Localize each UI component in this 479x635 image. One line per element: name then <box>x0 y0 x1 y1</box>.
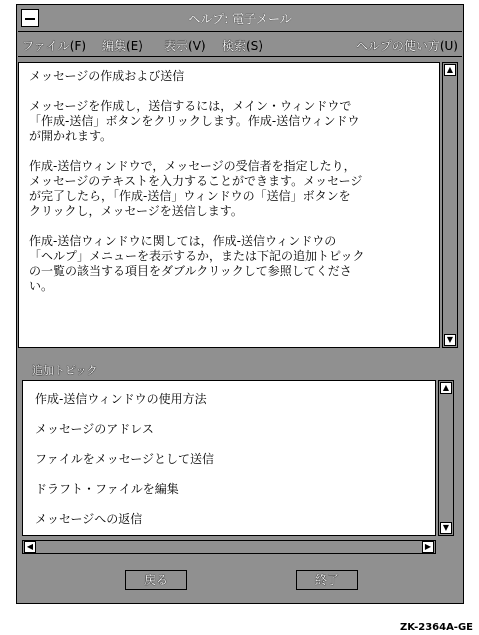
menu-view[interactable]: 表示(V) <box>164 39 206 53</box>
help-paragraph: メッセージを作成し，送信するには，メイン・ウィンドウで 「作成-送信」ボタンをクリックします。作成-送信ウィンドウ が開かれます。 <box>29 99 360 143</box>
back-button[interactable]: 戻る <box>125 570 187 590</box>
list-item[interactable]: ドラフト・ファイルを編集 <box>35 482 179 496</box>
menu-bar <box>18 33 462 57</box>
scroll-down-icon[interactable]: ▼ <box>440 522 452 534</box>
figure-code: ZK-2364A-GE <box>399 622 473 633</box>
title-bar[interactable] <box>18 6 462 32</box>
menu-edit[interactable]: 編集(E) <box>102 39 143 53</box>
help-text-area[interactable] <box>18 62 440 348</box>
close-button[interactable]: 終了 <box>296 570 358 590</box>
topics-vertical-scrollbar[interactable] <box>438 380 454 536</box>
topics-list[interactable] <box>22 380 436 536</box>
menu-file[interactable]: ファイル(F) <box>22 39 87 53</box>
help-paragraph: 作成-送信ウィンドウに関しては，作成-送信ウィンドウの 「ヘルプ」メニューを表示するか，または下記の追加トピック の一覧の該当する項目をダブルクリックして参照してくださ い。 <box>29 234 365 293</box>
scroll-down-icon[interactable]: ▼ <box>444 334 456 346</box>
help-text-scrollbar[interactable] <box>442 62 458 348</box>
help-paragraph: 作成-送信ウィンドウで，メッセージの受信者を指定したり， メッセージのテキストを入力することができます。メッセージ が完了したら，「作成-送信」ウィンドウの「送信」ボタンを クリックし，メッセージを送信します。 <box>29 159 363 218</box>
window-title: ヘルプ: 電子メール <box>188 12 292 26</box>
help-heading: メッセージの作成および送信 <box>29 69 185 83</box>
menu-search[interactable]: 検索(S) <box>222 39 263 53</box>
menu-help-usage[interactable]: ヘルプの使い方(U) <box>355 39 458 53</box>
list-item[interactable]: 作成-送信ウィンドウの使用方法 <box>35 392 207 406</box>
topics-horizontal-scrollbar[interactable] <box>22 540 436 554</box>
list-item[interactable]: メッセージのアドレス <box>35 422 154 436</box>
list-item[interactable]: メッセージへの返信 <box>35 512 143 526</box>
scroll-right-icon[interactable]: ▶ <box>422 541 434 553</box>
scroll-up-icon[interactable]: ▲ <box>444 64 456 76</box>
scroll-up-icon[interactable]: ▲ <box>440 382 452 394</box>
additional-topics-label: 追加トピック <box>32 364 98 377</box>
list-item[interactable]: ファイルをメッセージとして送信 <box>35 452 215 466</box>
scroll-left-icon[interactable]: ◀ <box>24 541 36 553</box>
